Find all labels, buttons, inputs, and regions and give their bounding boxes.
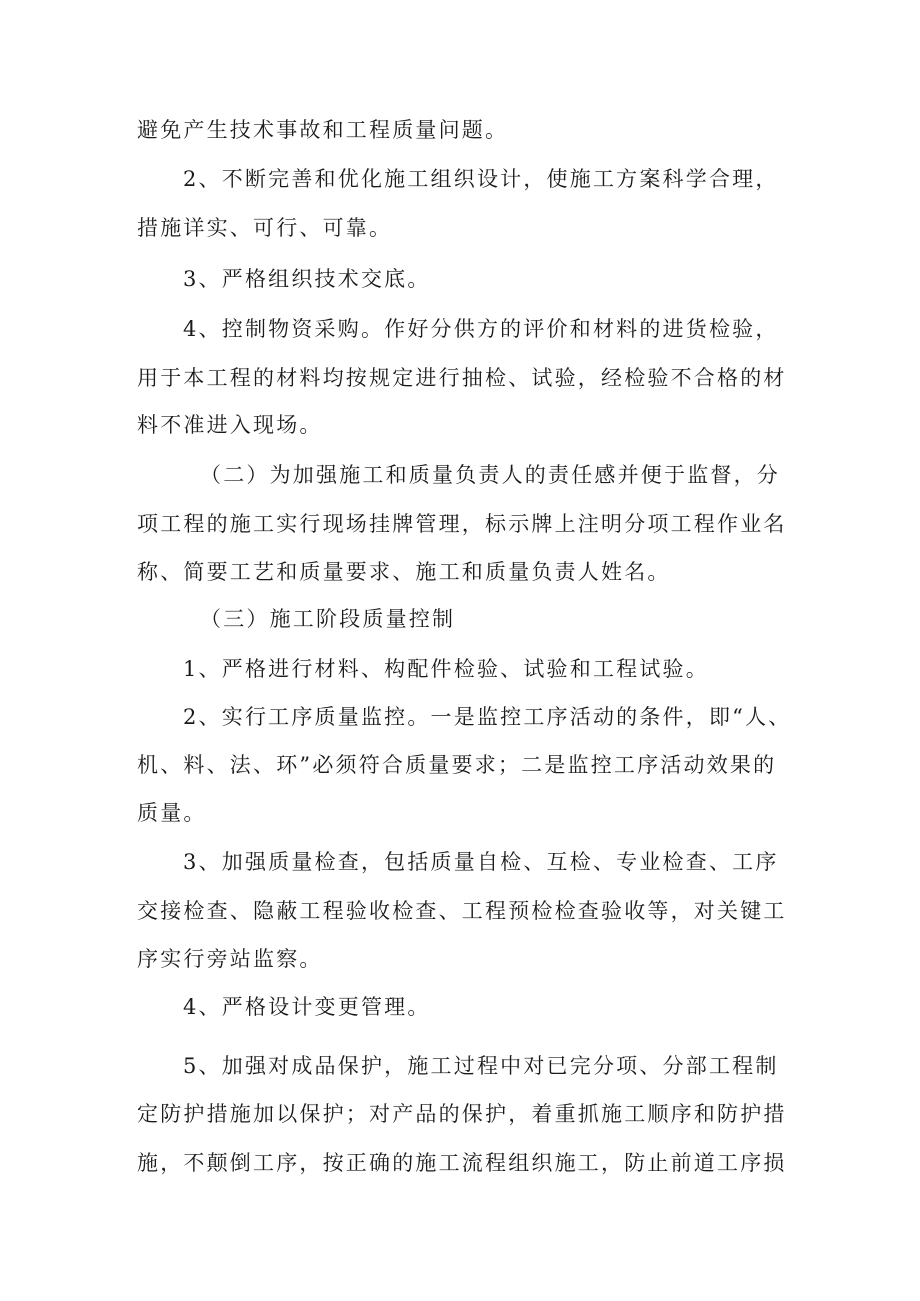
text-line: 交接检查、隐蔽工程验收检查、工程预检检查验收等，对关键工 [137,899,787,923]
text-line: 4、控制物资采购。作好分供方的评价和材料的进货检验， [183,317,779,341]
text-line: 2、不断完善和优化施工组织设计，使施工方案科学合理， [183,167,779,191]
text-line: 机、料、法、环”必须符合质量要求；二是监控工序活动效果的 [137,753,777,777]
text-line: （二）为加强施工和质量负责人的责任感并便于监督，分 [200,463,780,487]
text-line: 序实行旁站监察。 [137,947,323,971]
text-line: 1、严格进行材料、构配件检验、试验和工程试验。 [183,657,709,681]
text-line: 质量。 [137,801,207,825]
text-line: 用于本工程的材料均按规定进行抽检、试验，经检验不合格的材 [137,366,787,390]
text-line: 料不准进入现场。 [137,413,323,437]
text-line: 4、严格设计变更管理。 [183,995,431,1019]
text-line: 施，不颠倒工序，按正确的施工流程组织施工，防止前道工序损 [137,1151,787,1175]
section-heading: （三）施工阶段质量控制 [200,607,456,631]
text-line: 3、加强质量检查，包括质量自检、互检、专业检查、工序 [183,850,779,874]
text-line: 避免产生技术事故和工程质量问题。 [137,118,509,142]
text-line: 措施详实、可行、可靠。 [137,216,393,240]
text-line: 称、简要工艺和质量要求、施工和质量负责人姓名。 [137,560,671,584]
text-line: 项工程的施工实行现场挂牌管理，标示牌上注明分项工程作业名 [137,512,787,536]
text-line: 5、加强对成品保护，施工过程中对已完分项、分部工程制 [183,1054,779,1078]
text-line: 3、严格组织技术交底。 [183,267,431,291]
text-line: 定防护措施加以保护；对产品的保护，着重抓施工顺序和防护措 [137,1102,787,1126]
text-line: 2、实行工序质量监控。一是监控工序活动的条件，即“人、 [183,705,792,729]
